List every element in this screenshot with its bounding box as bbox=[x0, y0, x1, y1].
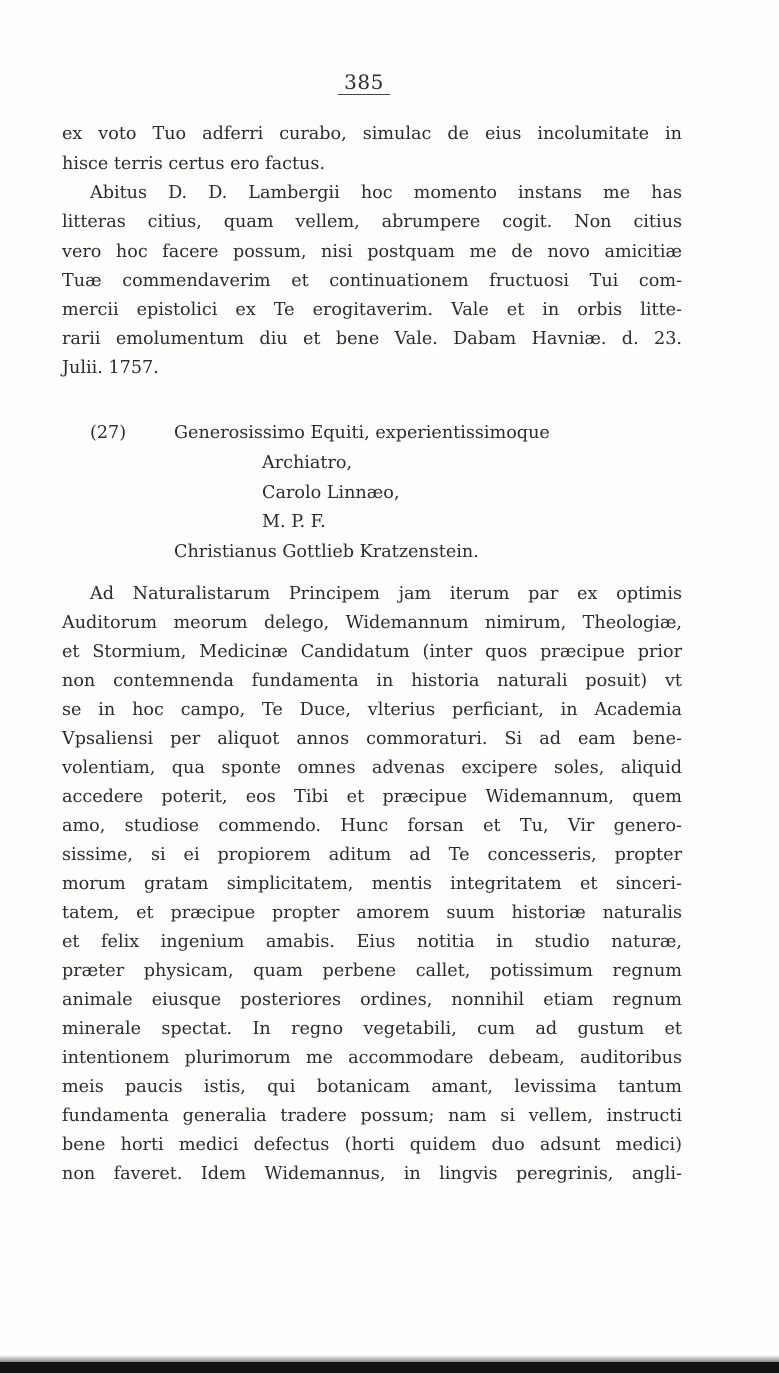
address-line: M. P. F. bbox=[262, 512, 326, 532]
scan-edge-shadow bbox=[0, 1355, 779, 1362]
text-line: intentionem plurimorum me accommodare debeam, auditoribus bbox=[62, 1048, 682, 1068]
text-line: accedere poterit, eos Tibi et præcipue Widemannum, quem bbox=[62, 787, 682, 807]
text-line: Julii. 1757. bbox=[62, 358, 159, 378]
text-line: sissime, si ei propiorem aditum ad Te concesseris, propter bbox=[62, 845, 682, 865]
text-line: se in hoc campo, Te Duce, vlterius perficiant, in Academia bbox=[62, 700, 682, 720]
text-line: amo, studiose commendo. Hunc forsan et Tu, Vir genero- bbox=[62, 816, 682, 836]
text-line: morum gratam simplicitatem, mentis integritatem et sinceri- bbox=[62, 874, 682, 894]
address-line: Archiatro, bbox=[262, 453, 353, 473]
text-line: præter physicam, quam perbene callet, potissimum regnum bbox=[62, 961, 682, 981]
text-line: hisce terris certus ero factus. bbox=[62, 154, 325, 174]
text-line: bene horti medici defectus (horti quidem duo adsunt medici) bbox=[62, 1135, 682, 1155]
text-line: rarii emolumentum diu et bene Vale. Dabam Havniæ. d. 23. bbox=[62, 329, 682, 349]
text-line: vero hoc facere possum, nisi postquam me de novo amicitiæ bbox=[62, 242, 682, 262]
address-line: Generosissimo Equiti, experientissimoque bbox=[174, 423, 550, 443]
text-line: fundamenta generalia tradere possum; nam si vellem, instructi bbox=[62, 1106, 682, 1126]
page-number: 385 bbox=[338, 70, 390, 95]
text-line: Abitus D. D. Lambergii hoc momento instans me has bbox=[90, 183, 682, 203]
signature-line: Christianus Gottlieb Kratzenstein. bbox=[174, 542, 479, 562]
text-line: Ad Naturalistarum Principem jam iterum par ex optimis bbox=[90, 584, 682, 604]
text-line: et Stormium, Medicinæ Candidatum (inter quos præcipue prior bbox=[62, 642, 682, 662]
text-line: animale eiusque posteriores ordines, nonnihil etiam regnum bbox=[62, 990, 682, 1010]
text-line: minerale spectat. In regno vegetabili, cum ad gustum et bbox=[62, 1019, 682, 1039]
letter-number: (27) bbox=[90, 423, 127, 443]
text-line: non contemnenda fundamenta in historia naturali posuit) vt bbox=[62, 671, 682, 691]
text-line: Vpsaliensi per aliquot annos commoraturi. Si ad eam bene- bbox=[62, 729, 682, 749]
text-line: non faveret. Idem Widemannus, in lingvis peregrinis, angli- bbox=[62, 1164, 682, 1184]
text-line: litteras citius, quam vellem, abrumpere cogit. Non citius bbox=[62, 212, 682, 232]
text-line: Tuæ commendaverim et continuationem fructuosi Tui com- bbox=[62, 271, 682, 291]
address-line: Carolo Linnæo, bbox=[262, 483, 400, 503]
text-line: ex voto Tuo adferri curabo, simulac de eius incolumitate in bbox=[62, 124, 682, 144]
text-line: mercii epistolici ex Te erogitaverim. Vale et in orbis litte- bbox=[62, 300, 682, 320]
text-line: tatem, et præcipue propter amorem suum historiæ naturalis bbox=[62, 903, 682, 923]
text-line: Auditorum meorum delego, Widemannum nimirum, Theologiæ, bbox=[62, 613, 682, 633]
text-line: meis paucis istis, qui botanicam amant, levissima tantum bbox=[62, 1077, 682, 1097]
text-line: et felix ingenium amabis. Eius notitia in studio naturæ, bbox=[62, 932, 682, 952]
text-line: volentiam, qua sponte omnes advenas excipere soles, aliquid bbox=[62, 758, 682, 778]
scan-edge bbox=[0, 1362, 779, 1373]
